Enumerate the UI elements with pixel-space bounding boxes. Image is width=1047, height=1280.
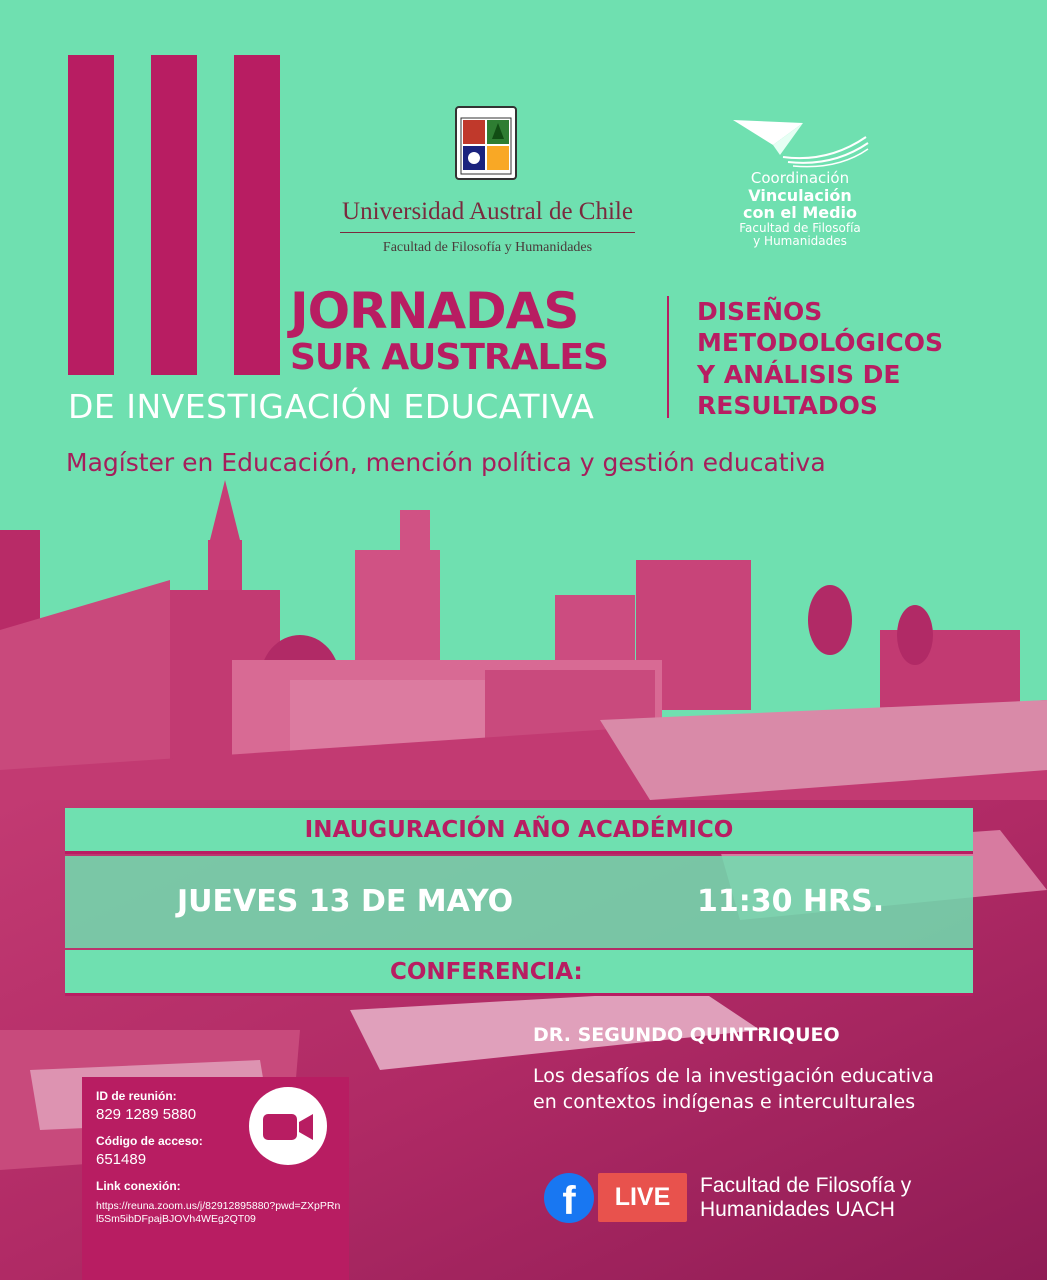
- paper-plane-logo-icon: [728, 115, 870, 170]
- coordination-label: Coordinación: [750, 169, 850, 187]
- university-shield-logo: [455, 106, 517, 180]
- datetime-band: [65, 856, 973, 948]
- facebook-page-line1: Facultad de Filosofía y: [700, 1174, 912, 1197]
- program-subtitle: Magíster en Educación, mención política y gestión educativa: [66, 448, 826, 477]
- event-title-australes: SUR AUSTRALES: [290, 337, 608, 378]
- speaker-name: DR. SEGUNDO QUINTRIQUEO: [533, 1024, 840, 1046]
- event-title-investigacion: DE INVESTIGACIÓN EDUCATIVA: [68, 387, 595, 426]
- facebook-page-line2: Humanidades UACH: [700, 1198, 895, 1222]
- numeral-bar-3: [234, 55, 280, 375]
- university-name: Universidad Austral de Chile: [342, 198, 633, 225]
- theme-line-3: Y ANÁLISIS DE: [697, 359, 901, 389]
- meeting-id-value[interactable]: 829 1289 5880: [96, 1106, 197, 1123]
- conference-topic: Los desafíos de la investigación educativa en contextos indígenas e interculturales: [533, 1065, 934, 1114]
- theme-line-4: RESULTADOS: [697, 390, 878, 420]
- numeral-bar-1: [68, 55, 114, 375]
- facebook-icon[interactable]: f: [544, 1173, 594, 1223]
- event-title-jornadas: JORNADAS: [290, 282, 579, 340]
- live-badge[interactable]: LIVE: [598, 1173, 687, 1222]
- cvm-faculty-line2: y Humanidades: [753, 233, 847, 248]
- theme-line-2: METODOLÓGICOS: [697, 328, 943, 358]
- event-theme: [697, 296, 943, 421]
- title-divider: [667, 296, 669, 418]
- conference-band: [65, 950, 973, 996]
- university-divider: [340, 232, 635, 233]
- inauguration-band: [65, 808, 973, 854]
- event-time: 11:30 HRS.: [697, 884, 885, 919]
- university-faculty: Facultad de Filosofía y Humanidades: [382, 240, 593, 255]
- event-date: JUEVES 13 DE MAYO: [177, 884, 514, 919]
- zoom-link[interactable]: https://reuna.zoom.us/j/82912895880?pwd=ZXpPRnl5Sm5ibDFpajBJOVh4WEg2QT09: [96, 1200, 341, 1226]
- vinculacion-label: Vinculación: [748, 185, 852, 205]
- access-code-label: Código de acceso:: [96, 1134, 203, 1148]
- numeral-bar-2: [151, 55, 197, 375]
- meeting-id-label: ID de reunión:: [96, 1089, 177, 1103]
- facebook-page-name[interactable]: [700, 1174, 911, 1222]
- access-code-value[interactable]: 651489: [96, 1151, 147, 1168]
- video-camera-glyph: [249, 1087, 327, 1165]
- video-camera-icon[interactable]: [249, 1087, 327, 1165]
- cvm-faculty-line1: Facultad de Filosofía: [739, 220, 861, 235]
- conference-label: CONFERENCIA:: [390, 959, 583, 985]
- medio-label: con el Medio: [742, 203, 858, 223]
- coordination-logo-text: [715, 170, 885, 248]
- theme-line-1: DISEÑOS: [697, 297, 823, 326]
- inauguration-label: INAUGURACIÓN AÑO ACADÉMICO: [304, 817, 734, 843]
- link-label: Link conexión:: [96, 1179, 181, 1193]
